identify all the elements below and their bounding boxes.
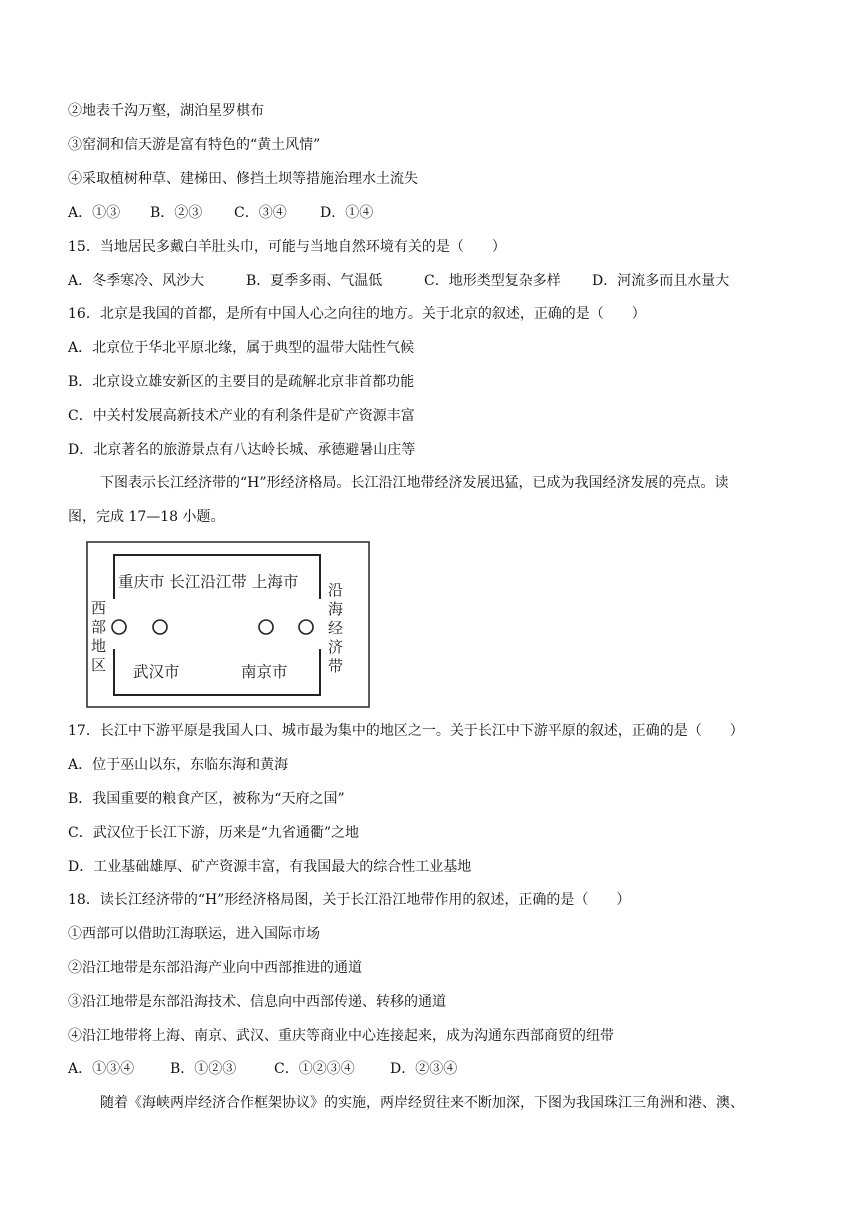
intro-paragraph-line-2: 图，完成 17—18 小题。 [68, 509, 225, 525]
option-statement-3: ③窑洞和信天游是富有特色的“黄土风情” [68, 137, 321, 153]
q17-option-a: A．位于巫山以东，东临东海和黄海 [68, 757, 289, 773]
west-label-char-4: 区 [91, 656, 107, 674]
figure-top-label: 重庆市 长江沿江带 上海市 [118, 573, 299, 591]
q16-option-a: A．北京位于华北平原北缘，属于典型的温带大陆性气候 [68, 340, 415, 356]
q17-stem: 17．长江中下游平原是我国人口、城市最为集中的地区之一。关于长江中下游平原的叙述，正确的是（ ） [68, 723, 744, 739]
q15-option-d: D．河流多而且水量大 [592, 273, 730, 289]
west-label-char-1: 西 [91, 599, 107, 617]
q18-option-d: D．②③④ [390, 1061, 458, 1077]
q14-option-a: A．①③ [68, 205, 121, 221]
q16-option-c: C．中关村发展高新技术产业的有利条件是矿产资源丰富 [68, 408, 415, 424]
q17-option-b: B．我国重要的粮食产区，被称为“天府之国” [68, 791, 345, 807]
q15-options [68, 272, 729, 290]
east-label-char-1: 沿 [328, 581, 344, 599]
q18-options [68, 1060, 457, 1078]
q15-option-b: B．夏季多雨、气温低 [246, 273, 383, 289]
q17-option-d: D．工业基础雄厚、矿产资源丰富，有我国最大的综合性工业基地 [68, 859, 472, 875]
q14-option-d: D．①④ [320, 205, 374, 221]
q18-option-c: C．①②③④ [274, 1061, 355, 1077]
city-label-wuhan: 武汉市 [133, 663, 180, 681]
q14-option-c: C．③④ [234, 205, 287, 221]
east-label-char-2: 海 [328, 600, 344, 618]
east-label-char-3: 经 [328, 619, 344, 637]
figure-border [87, 542, 369, 707]
west-label-char-3: 地 [91, 637, 107, 655]
west-label-char-2: 部 [91, 618, 107, 636]
city-marker-1 [112, 620, 126, 634]
q18-stem: 18．读长江经济带的“H”形经济格局图，关于长江沿江地带作用的叙述，正确的是（ ） [68, 892, 631, 908]
intro-paragraph-2-line-1: 随着《海峡两岸经济合作框架协议》的实施，两岸经贸往来不断加深，下图为我国珠江三角洲和港、澳、 [100, 1095, 744, 1111]
q14-options [68, 204, 373, 222]
intro-paragraph-line-1: 下图表示长江经济带的“H”形经济格局。长江沿江地带经济发展迅猛，已成为我国经济发展的亮点。读 [100, 475, 729, 491]
city-marker-2 [153, 620, 167, 634]
q16-stem: 16．北京是我国的首都，是所有中国人心之向往的地方。关于北京的叙述，正确的是（ ） [68, 306, 646, 322]
city-label-nanjing: 南京市 [241, 663, 288, 681]
q14-option-b: B．②③ [150, 205, 203, 221]
q16-option-b: B．北京设立雄安新区的主要目的是疏解北京非首都功能 [68, 374, 415, 390]
option-statement-4: ④采取植树种草、建梯田、修挡土坝等措施治理水土流失 [68, 171, 418, 187]
q18-option-a: A．①③④ [68, 1061, 135, 1077]
q15-option-c: C．地形类型复杂多样 [424, 273, 561, 289]
city-marker-4 [299, 620, 313, 634]
q15-option-a: A．冬季寒冷、风沙大 [68, 273, 205, 289]
q18-statement-2: ②沿江地带是东部沿海产业向中西部推进的通道 [68, 960, 362, 976]
q18-statement-4: ④沿江地带将上海、南京、武汉、重庆等商业中心连接起来，成为沟通东西部商贸的纽带 [68, 1028, 614, 1044]
option-statement-2: ②地表千沟万壑，湖泊星罗棋布 [68, 103, 264, 119]
q18-statement-3: ③沿江地带是东部沿海技术、信息向中西部传递、转移的通道 [68, 994, 446, 1010]
q15-stem: 15．当地居民多戴白羊肚头巾，可能与当地自然环境有关的是（ ） [68, 239, 506, 255]
east-label-char-5: 带 [328, 657, 344, 675]
q17-option-c: C．武汉位于长江下游，历来是“九省通衢”之地 [68, 825, 360, 841]
h-pattern-figure [86, 541, 370, 708]
q18-statement-1: ①西部可以借助江海联运，进入国际市场 [68, 926, 320, 942]
q16-option-d: D．北京著名的旅游景点有八达岭长城、承德避暑山庄等 [68, 442, 416, 458]
city-marker-3 [259, 620, 273, 634]
east-label-char-4: 济 [328, 638, 344, 656]
q18-option-b: B．①②③ [170, 1061, 237, 1077]
